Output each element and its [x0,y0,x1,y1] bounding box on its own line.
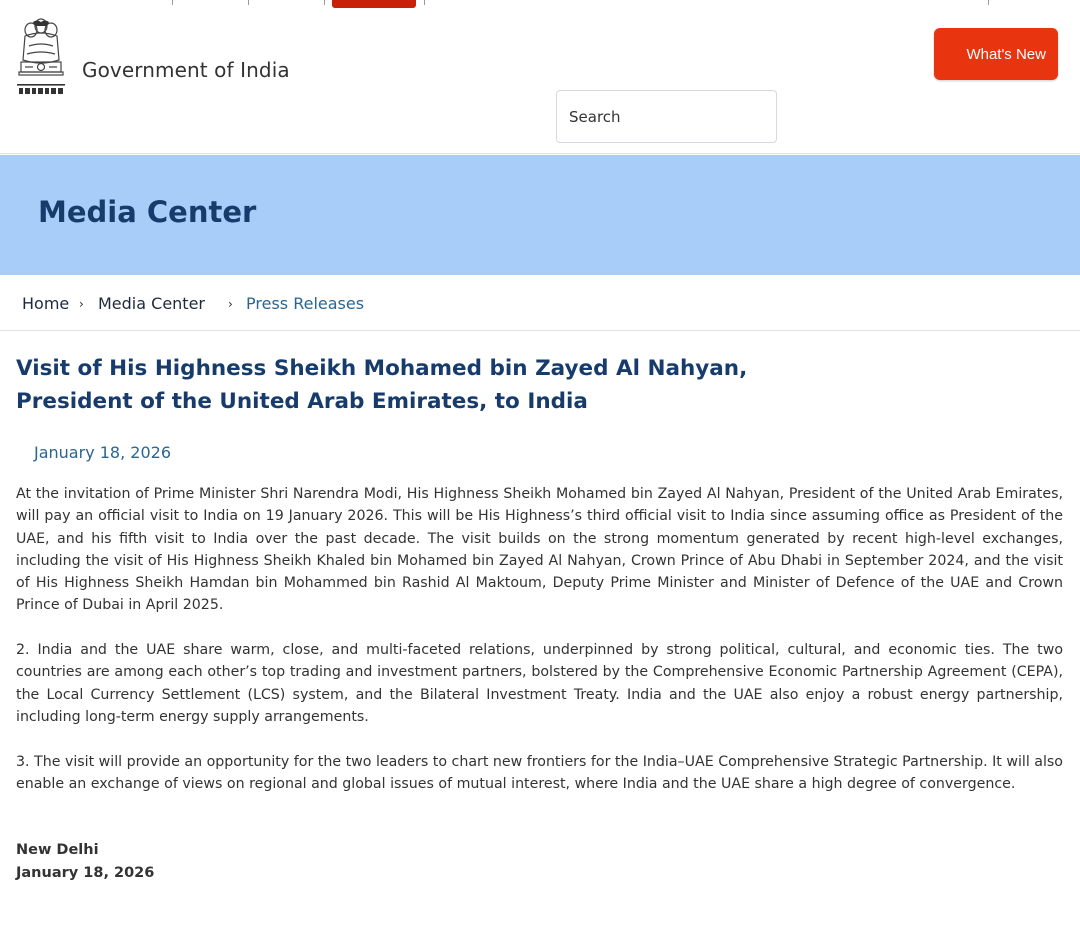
page-banner [0,155,1080,275]
breadcrumb [0,275,1080,331]
article-place: New Delhi [16,842,99,858]
article-title: Visit of His Highness Sheikh Mohamed bin Zayed Al Nahyan, President of the United Arab Emirates, to India [16,356,748,414]
national-emblem-icon[interactable] [15,16,67,98]
breadcrumb-current: Press Releases [246,294,365,313]
article-body [16,483,1063,817]
article-footer-date: January 18, 2026 [16,865,155,881]
page-title: Media Center [38,195,257,229]
article-paragraph: 2. India and the UAE share warm, close, and multi-faceted relations, underpinned by strong political, cultural, and economic ties. The two countries are among each other’s top trading and investment partners, bolstered by the Comprehensive Economic Partnership Agreement (CEPA), the Local Currency Settlement (LCS) system, and the Bilateral Investment Treaty. India and the UAE also enjoy a robust energy partnership, including long-term energy supply arrangements. [16,642,1063,725]
site-header [0,0,1080,154]
article-paragraph: 3. The visit will provide an opportunity for the two leaders to chart new frontiers for the India–UAE Comprehensive Strategic Partnership. It will also enable an exchange of views on regional and global issues of mutual interest, where India and the UAE share a high degree of convergence. [16,753,1063,792]
breadcrumb-home-link[interactable]: Home [22,294,70,313]
article-paragraph: At the invitation of Prime Minister Shri Narendra Modi, His Highness Sheikh Mohamed bin Zayed Al Nahyan, President of the United Arab Emirates, will pay an official visit to India on 19 January 2026. This will be His Highness’s third official visit to India since assuming office as President of the UAE, and his fifth visit to India over the past decade. The visit builds on the strong momentum generated by recent high-level exchanges, including the visit of His Highness Sheikh Khaled bin Mohamed bin Zayed Al Nahyan, Crown Prince of Abu Dhabi in September 2024, and the visit of His Highness Sheikh Hamdan bin Mohammed bin Rashid Al Maktoum, Deputy Prime Minister and Minister of Defence of the UAE and Crown Prince of Dubai in April 2025. [16,486,1063,614]
breadcrumb-separator-icon: › [228,297,233,311]
government-title[interactable]: Government of India [82,58,290,82]
breadcrumb-media-center-link[interactable]: Media Center [98,294,205,313]
search-input[interactable] [556,90,777,143]
breadcrumb-separator-icon: › [79,297,84,311]
article-date: January 18, 2026 [34,443,171,462]
whats-new-button[interactable]: What's New [934,28,1058,80]
